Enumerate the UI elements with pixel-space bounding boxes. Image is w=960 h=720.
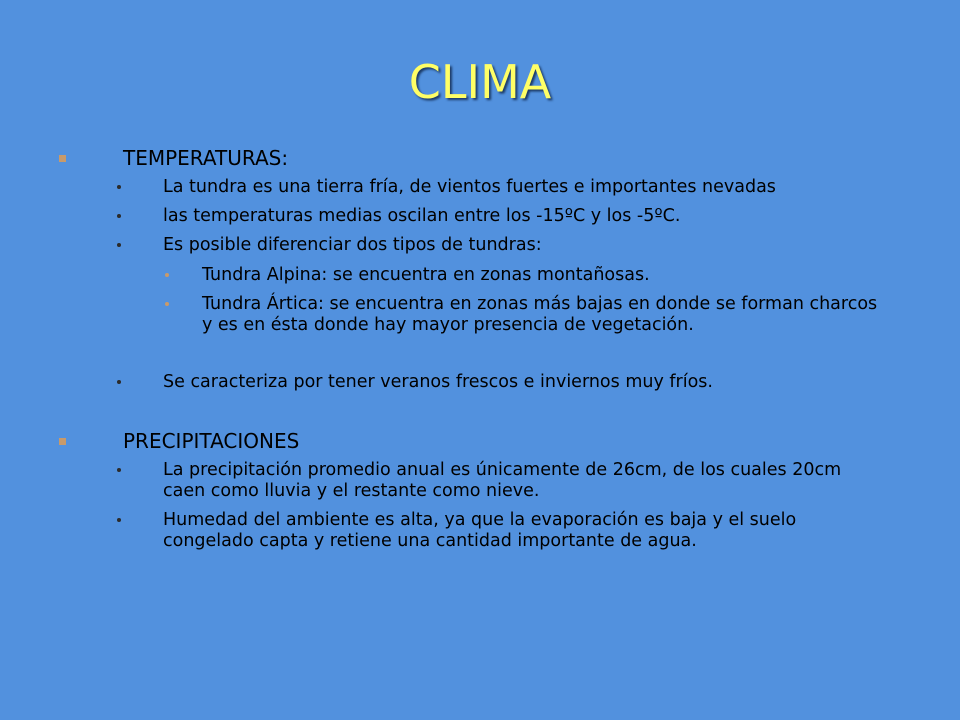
section-heading-precipitaciones: PRECIPITACIONES — [123, 429, 300, 453]
sub-bullet-dot-icon — [165, 302, 169, 306]
slide-title: CLIMA — [408, 55, 552, 109]
list-item: las temperaturas medias oscilan entre los -15ºC y los -5ºC. — [163, 206, 681, 226]
bullet-dot-icon — [117, 243, 121, 247]
sub-list-item: Tundra Alpina: se encuentra en zonas montañosas. — [202, 265, 650, 285]
section-bullet-icon — [59, 155, 66, 162]
list-item: Humedad del ambiente es alta, ya que la evaporación es baja y el suelo congelado capta y retiene una cantidad importante de agua. — [163, 510, 797, 551]
list-item: Se caracteriza por tener veranos frescos e inviernos muy fríos. — [163, 372, 713, 392]
sub-bullet-dot-icon — [165, 273, 169, 277]
section-bullet-icon — [59, 438, 66, 445]
bullet-dot-icon — [117, 518, 121, 522]
bullet-dot-icon — [117, 214, 121, 218]
list-item: Es posible diferenciar dos tipos de tundras: — [163, 235, 542, 255]
section-heading-temperaturas: TEMPERATURAS: — [123, 146, 289, 170]
list-item: La precipitación promedio anual es únicamente de 26cm, de los cuales 20cm caen como lluvia y el restante como nieve. — [163, 460, 842, 501]
list-item: La tundra es una tierra fría, de vientos fuertes e importantes nevadas — [163, 177, 776, 197]
bullet-dot-icon — [117, 468, 121, 472]
bullet-dot-icon — [117, 380, 121, 384]
bullet-dot-icon — [117, 185, 121, 189]
sub-list-item: Tundra Ártica: se encuentra en zonas más bajas en donde se forman charcos y es en ésta donde hay mayor presencia de vegetación. — [202, 294, 878, 335]
